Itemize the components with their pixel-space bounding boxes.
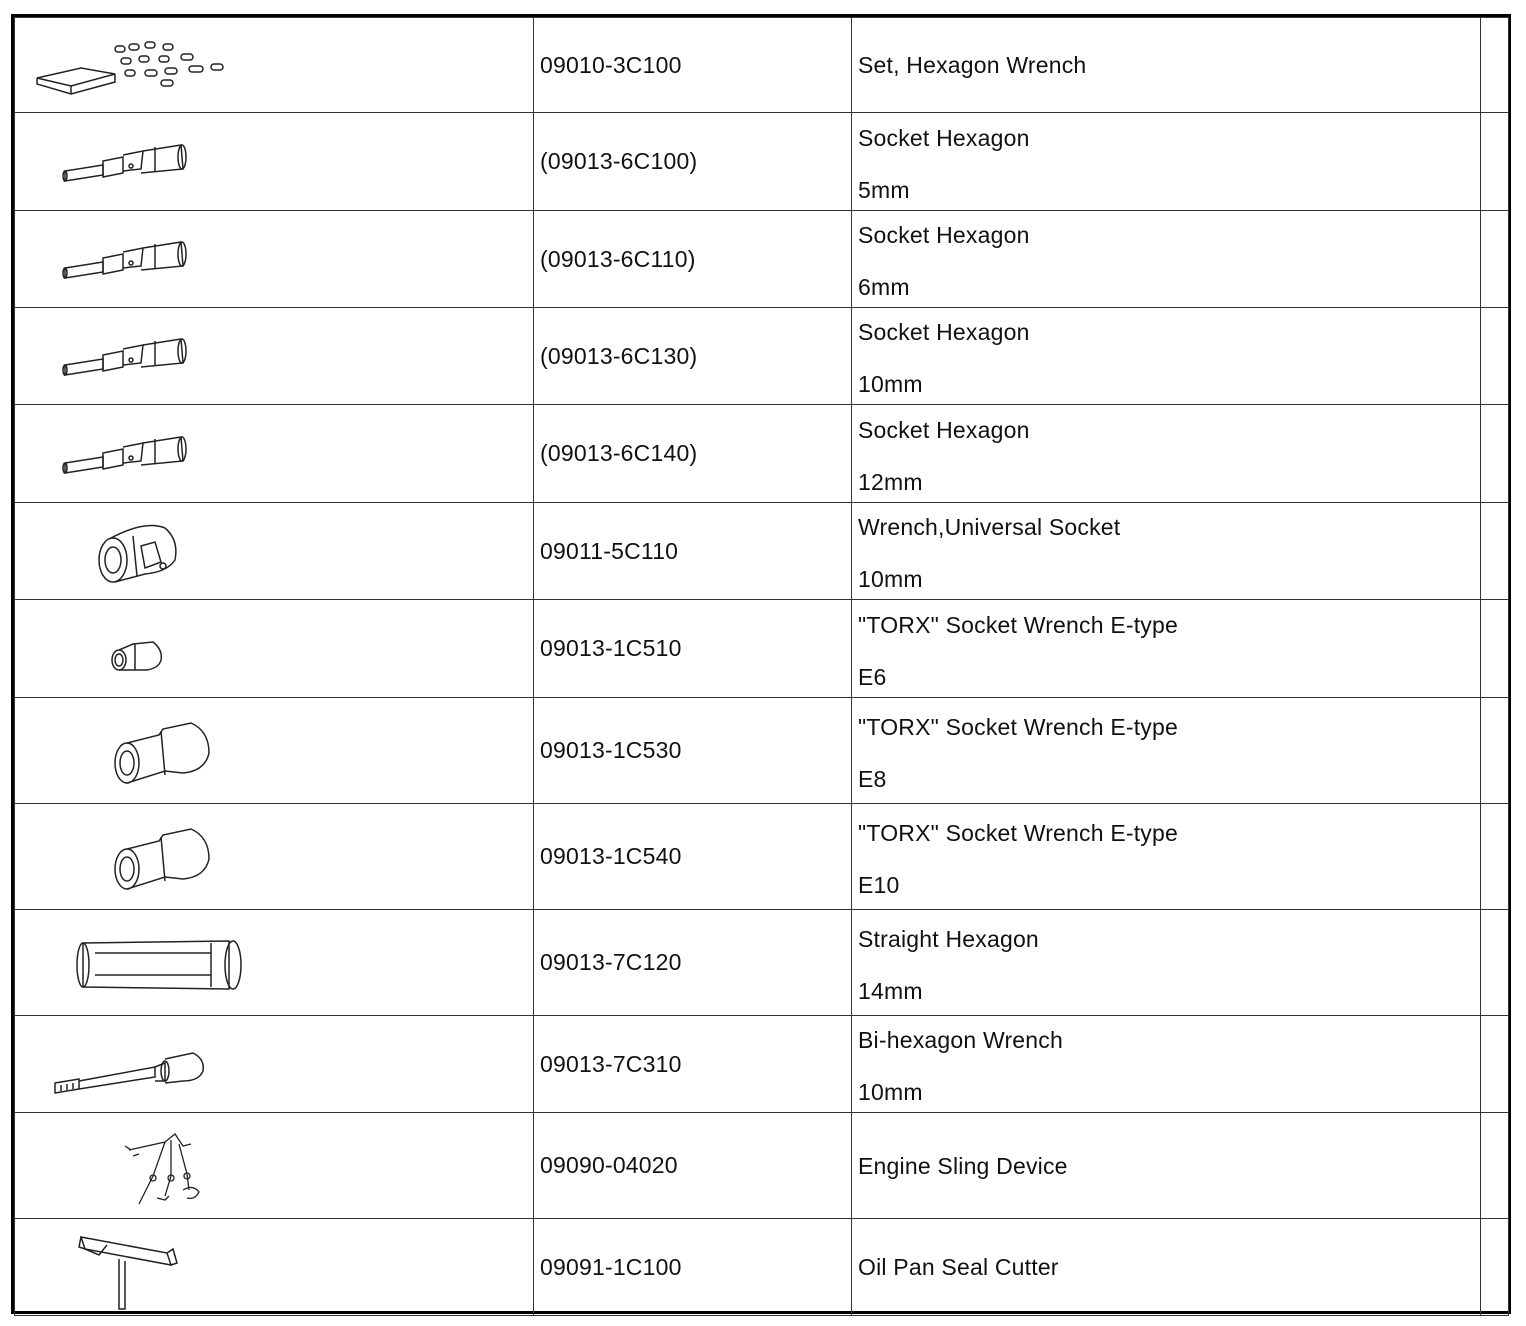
description-size: 14mm xyxy=(858,977,923,1004)
socket-hexagon-icon xyxy=(15,214,235,304)
description-line: "TORX" Socket Wrench E-type xyxy=(858,713,1178,740)
description xyxy=(852,910,1481,1016)
description xyxy=(852,211,1481,308)
part-number: (09013-6C130) xyxy=(534,308,852,405)
illustration-cell xyxy=(15,1113,534,1219)
table-row xyxy=(15,600,1509,698)
blank-cell xyxy=(1481,18,1509,113)
torx-socket-icon xyxy=(15,807,235,907)
illustration-cell xyxy=(15,1016,534,1113)
oil-pan-seal-cutter-icon xyxy=(15,1219,235,1315)
part-number: 09013-7C120 xyxy=(534,910,852,1016)
description-line: "TORX" Socket Wrench E-type xyxy=(858,611,1178,638)
description-line: "TORX" Socket Wrench E-type xyxy=(858,819,1178,846)
description xyxy=(852,600,1481,698)
description-size: 12mm xyxy=(858,468,923,495)
table-row xyxy=(15,18,1509,113)
description xyxy=(852,18,1481,113)
description-size: 10mm xyxy=(858,1079,923,1105)
description-line: Socket Hexagon xyxy=(858,124,1030,151)
blank-cell xyxy=(1481,1016,1509,1113)
table-row xyxy=(15,1113,1509,1219)
torx-socket-small-icon xyxy=(15,604,235,694)
description-size: E10 xyxy=(858,871,900,898)
part-number: (09013-6C140) xyxy=(534,405,852,503)
description-size: 10mm xyxy=(858,371,923,397)
description-size: 6mm xyxy=(858,274,910,300)
description xyxy=(852,698,1481,804)
description xyxy=(852,1113,1481,1219)
description xyxy=(852,308,1481,405)
socket-hexagon-icon xyxy=(15,409,235,499)
description-size: E8 xyxy=(858,765,887,792)
description xyxy=(852,804,1481,910)
special-tools-table xyxy=(14,17,1509,1316)
description-size: 10mm xyxy=(858,566,923,592)
illustration-cell xyxy=(15,405,534,503)
blank-cell xyxy=(1481,113,1509,211)
blank-cell xyxy=(1481,600,1509,698)
illustration-cell xyxy=(15,503,534,600)
illustration-cell xyxy=(15,1219,534,1316)
description-size: E6 xyxy=(858,663,887,690)
table-row xyxy=(15,308,1509,405)
straight-hexagon-icon xyxy=(15,913,275,1013)
part-number: 09010-3C100 xyxy=(534,18,852,113)
part-number: 09011-5C110 xyxy=(534,503,852,600)
description xyxy=(852,405,1481,503)
table-row xyxy=(15,804,1509,910)
description xyxy=(852,113,1481,211)
special-tools-sheet xyxy=(11,14,1511,1314)
description-line: Straight Hexagon xyxy=(858,925,1039,952)
blank-cell xyxy=(1481,211,1509,308)
blank-cell xyxy=(1481,1219,1509,1316)
illustration-cell xyxy=(15,600,534,698)
table-row xyxy=(15,503,1509,600)
torx-socket-icon xyxy=(15,701,235,801)
part-number: 09091-1C100 xyxy=(534,1219,852,1316)
socket-hexagon-icon xyxy=(15,117,235,207)
description-line: Socket Hexagon xyxy=(858,416,1030,443)
description-line: Bi-hexagon Wrench xyxy=(858,1027,1063,1053)
illustration-cell xyxy=(15,910,534,1016)
part-number: 09013-1C530 xyxy=(534,698,852,804)
illustration-cell xyxy=(15,804,534,910)
illustration-cell xyxy=(15,308,534,405)
blank-cell xyxy=(1481,698,1509,804)
hexagon-wrench-set-icon xyxy=(15,20,235,110)
table-row xyxy=(15,698,1509,804)
engine-sling-device-icon xyxy=(15,1116,235,1216)
table-row xyxy=(15,113,1509,211)
part-number: (09013-6C100) xyxy=(534,113,852,211)
illustration-cell xyxy=(15,698,534,804)
socket-hexagon-icon xyxy=(15,311,235,401)
part-number: (09013-6C110) xyxy=(534,211,852,308)
description xyxy=(852,1016,1481,1113)
blank-cell xyxy=(1481,910,1509,1016)
description-size: 5mm xyxy=(858,176,910,203)
description xyxy=(852,503,1481,600)
description-line: Wrench,Universal Socket xyxy=(858,514,1121,540)
description-line: Socket Hexagon xyxy=(858,319,1030,345)
part-number: 09013-7C310 xyxy=(534,1016,852,1113)
bi-hexagon-wrench-icon xyxy=(15,1019,235,1109)
table-row xyxy=(15,211,1509,308)
description-line: Oil Pan Seal Cutter xyxy=(858,1254,1059,1280)
illustration-cell xyxy=(15,211,534,308)
illustration-cell xyxy=(15,113,534,211)
description-line: Socket Hexagon xyxy=(858,222,1030,248)
universal-socket-icon xyxy=(15,506,235,596)
blank-cell xyxy=(1481,308,1509,405)
blank-cell xyxy=(1481,503,1509,600)
description xyxy=(852,1219,1481,1316)
table-row xyxy=(15,405,1509,503)
table-row xyxy=(15,1219,1509,1316)
blank-cell xyxy=(1481,405,1509,503)
part-number: 09090-04020 xyxy=(534,1113,852,1219)
blank-cell xyxy=(1481,804,1509,910)
illustration-cell xyxy=(15,18,534,113)
part-number: 09013-1C510 xyxy=(534,600,852,698)
description-line: Set, Hexagon Wrench xyxy=(858,52,1087,78)
blank-cell xyxy=(1481,1113,1509,1219)
part-number: 09013-1C540 xyxy=(534,804,852,910)
description-line: Engine Sling Device xyxy=(858,1152,1068,1179)
table-row xyxy=(15,1016,1509,1113)
table-row xyxy=(15,910,1509,1016)
